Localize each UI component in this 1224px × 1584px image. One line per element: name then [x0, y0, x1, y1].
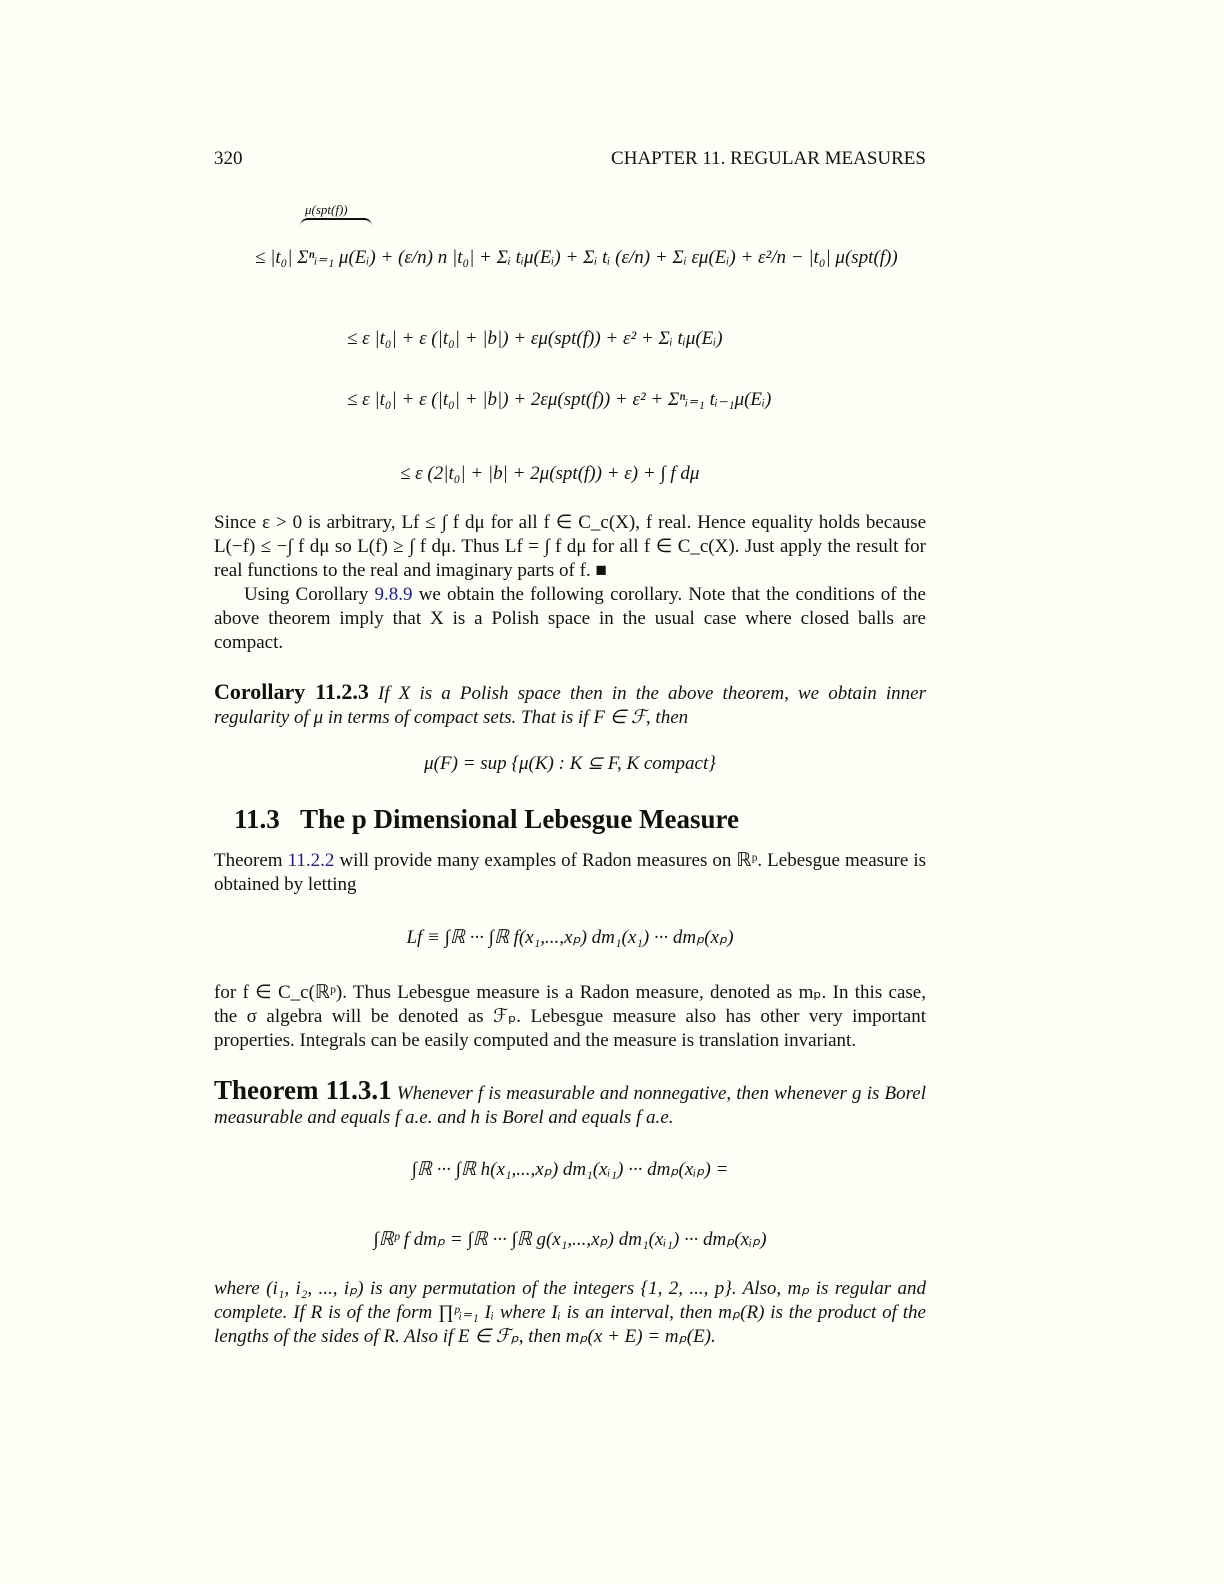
- equation-1: ≤ |t₀| Σⁿᵢ₌₁ μ(Eᵢ) + (ε/n) n |t₀| + Σᵢ tᵢμ(Eᵢ) + Σᵢ tᵢ (ε/n) + Σᵢ εμ(Eᵢ) + ε²/n − |t₀| μ(spt(f)): [255, 247, 898, 268]
- section-heading: [234, 804, 739, 835]
- theorem-equation-1: ∫ℝ ··· ∫ℝ h(x₁,...,xₚ) dm₁(xᵢ₁) ··· dmₚ(xᵢₚ) =: [411, 1159, 729, 1180]
- qed-symbol: ■: [595, 560, 607, 581]
- text: Theorem: [214, 850, 288, 871]
- section-number: 11.3: [234, 804, 280, 834]
- paragraph-corollary-intro: [214, 583, 926, 655]
- text: Using Corollary: [244, 584, 375, 605]
- theorem-label: Theorem 11.3.1: [214, 1075, 392, 1105]
- link-corollary-9-8-9[interactable]: 9.8.9: [374, 584, 413, 605]
- page-number: 320: [214, 148, 243, 169]
- equation-2: ≤ ε |t₀| + ε (|t₀| + |b|) + εμ(spt(f)) + ε² + Σᵢ tᵢμ(Eᵢ): [347, 328, 723, 349]
- paragraph-lebesgue-intro: [214, 849, 926, 897]
- paragraph-lebesgue-def: for f ∈ C_c(ℝᵖ). Thus Lebesgue measure is a Radon measure, denoted as mₚ. In this case, the σ algebra will be denoted as ℱₚ. Lebesgue measure also has other very important properties. Integrals can be easily computed and the measure is translation invariant.: [214, 982, 926, 1051]
- lebesgue-equation: Lf ≡ ∫ℝ ··· ∫ℝ f(x₁,...,xₚ) dm₁(x₁) ··· dmₚ(xₚ): [406, 927, 734, 948]
- theorem-equation-2: ∫ℝᵖ f dmₚ = ∫ℝ ··· ∫ℝ g(x₁,...,xₚ) dm₁(xᵢ₁) ··· dmₚ(xᵢₚ): [373, 1229, 767, 1250]
- corollary-11-2-3: [214, 680, 926, 730]
- text: will provide many examples of Radon measures on ℝᵖ. Lebesgue measure is obtained by letting: [214, 850, 927, 895]
- equation-4: ≤ ε (2|t₀| + |b| + 2μ(spt(f)) + ε) + ∫ f dμ: [400, 463, 700, 484]
- section-title: The p Dimensional Lebesgue Measure: [300, 804, 740, 834]
- proof-text: Since ε > 0 is arbitrary, Lf ≤ ∫ f dμ for all f ∈ C_c(X), f real. Hence equality holds because L(−f) ≤ −∫ f dμ so L(f) ≥ ∫ f dμ. Thus Lf = ∫ f dμ for all f ∈ C_c(X). Just apply the result for real functions to the real and imaginary parts of f.: [214, 512, 926, 581]
- theorem-text: Whenever f is measurable and nonnegative, then whenever g is Borel measurable and equals f a.e. and h is Borel and equals f a.e.: [214, 1083, 927, 1128]
- corollary-text: If X is a Polish space then in the above theorem, we obtain inner regularity of μ in terms of compact sets. That is if F ∈ ℱ, then: [214, 683, 926, 728]
- overbrace: [300, 218, 372, 228]
- chapter-header: CHAPTER 11. REGULAR MEASURES: [611, 148, 926, 169]
- theorem-11-3-1: [214, 1075, 927, 1130]
- theorem-conclusion: where (i₁, i₂, ..., iₚ) is any permutation of the integers {1, 2, ..., p}. Also, mₚ is regular and complete. If R is of the form ∏ᵖᵢ₌₁ Iᵢ where Iᵢ is an interval, then mₚ(R) is the product of the lengths of the sides of R. Also if E ∈ ℱₚ, then mₚ(x + E) = mₚ(E).: [214, 1278, 926, 1347]
- equation-3: ≤ ε |t₀| + ε (|t₀| + |b|) + 2εμ(spt(f)) + ε² + Σⁿᵢ₌₁ tᵢ₋₁μ(Eᵢ): [347, 389, 772, 410]
- paragraph-proof-end: [214, 511, 926, 583]
- text: we obtain the following corollary. Note that the conditions of the above theorem imply that X is a Polish space in the usual case where closed balls are compact.: [214, 584, 926, 653]
- corollary-label: Corollary 11.2.3: [214, 679, 369, 704]
- corollary-equation: μ(F) = sup {μ(K) : K ⊆ F, K compact}: [424, 753, 716, 774]
- link-theorem-11-2-2[interactable]: 11.2.2: [287, 850, 335, 871]
- brace-label: μ(spt(f)): [305, 202, 348, 217]
